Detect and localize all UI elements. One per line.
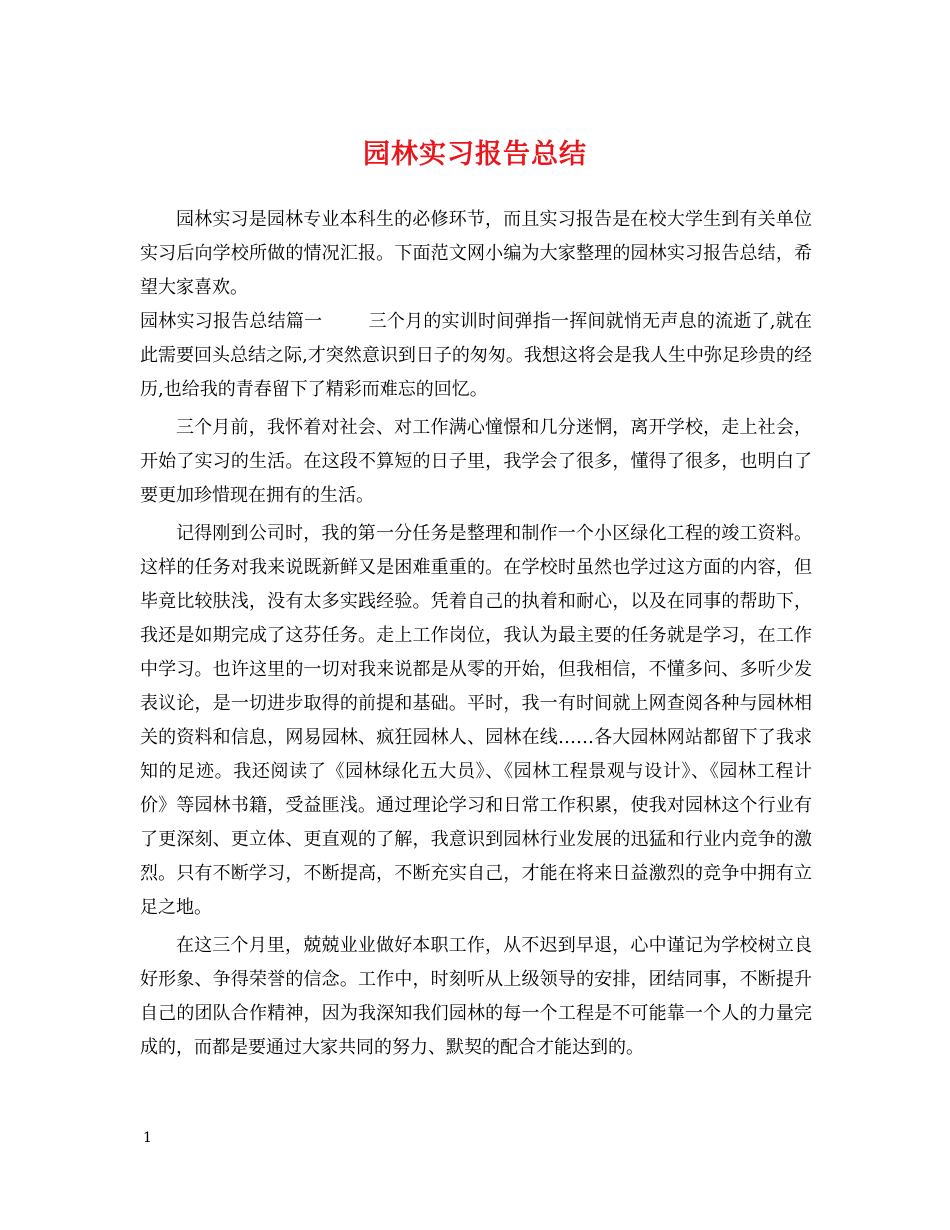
section-body: 三个月的实训时间弹指一挥间就悄无声息的流逝了,就在此需要回头总结之际,才突然意识到日子的匆匆。我想这将会是我人生中弥足珍贵的经历,也给我的青春留下了精彩而难忘的回忆。 [140,311,812,400]
page-number: 1 [143,1130,152,1146]
paragraph-4: 记得刚到公司时，我的第一分任务是整理和制作一个小区绿化工程的竣工资料。这样的任务对我来说既新鲜又是困难重重的。在学校时虽然也学过这方面的内容，但毕竟比较肤浅，没有太多实践经验。凭着自己的执着和耐心，以及在同事的帮助下，我还是如期完成了这芬任务。走上工作岗位，我认为最主要的任务就是学习，在工作中学习。也许这里的一切对我来说都是从零的开始，但我相信，不懂多问、多听少发表议论，是一切进步取得的前提和基础。平时，我一有时间就上网查阅各种与园林相关的资料和信息，网易园林、疯狂园林人、园林在线……各大园林网站都留下了我求知的足迹。我还阅读了《园林绿化五大员》、《园林工程景观与设计》、《园林工程计价》等园林书籍，受益匪浅。通过理论学习和日常工作积累，使我对园林这个行业有了更深刻、更立体、更直观的了解，我意识到园林行业发展的迅猛和行业内竞争的激烈。只有不断学习，不断提高，不断充实自己，才能在将来日益激烈的竞争中拥有立足之地。 [140,523,812,918]
paragraph-3: 三个月前，我怀着对社会、对工作满心憧憬和几分迷惘，离开学校，走上社会，开始了实习的生活。在这段不算短的日子里，我学会了很多，懂得了很多，也明白了要更加珍惜现在拥有的生活。 [140,417,812,506]
paragraph-5: 在这三个月里，兢兢业业做好本职工作，从不迟到早退，心中谨记为学校树立良好形象、争得荣誉的信念。工作中，时刻听从上级领导的安排，团结同事，不断提升自己的团队合作精神，因为我深知我们园林的每一个工程是不可能靠一个人的力量完成的，而都是要通过大家共同的努力、默契的配合才能达到的。 [140,935,812,1058]
section-paragraph [140,305,812,407]
intro-paragraph: 园林实习是园林专业本科生的必修环节，而且实习报告是在校大学生到有关单位实习后向学校所做的情况汇报。下面范文网小编为大家整理的园林实习报告总结，希望大家喜欢。 [140,209,812,298]
document-body [140,203,812,1065]
section-heading: 园林实习报告总结篇一 [140,311,323,332]
document-title: 园林实习报告总结 [363,139,587,170]
